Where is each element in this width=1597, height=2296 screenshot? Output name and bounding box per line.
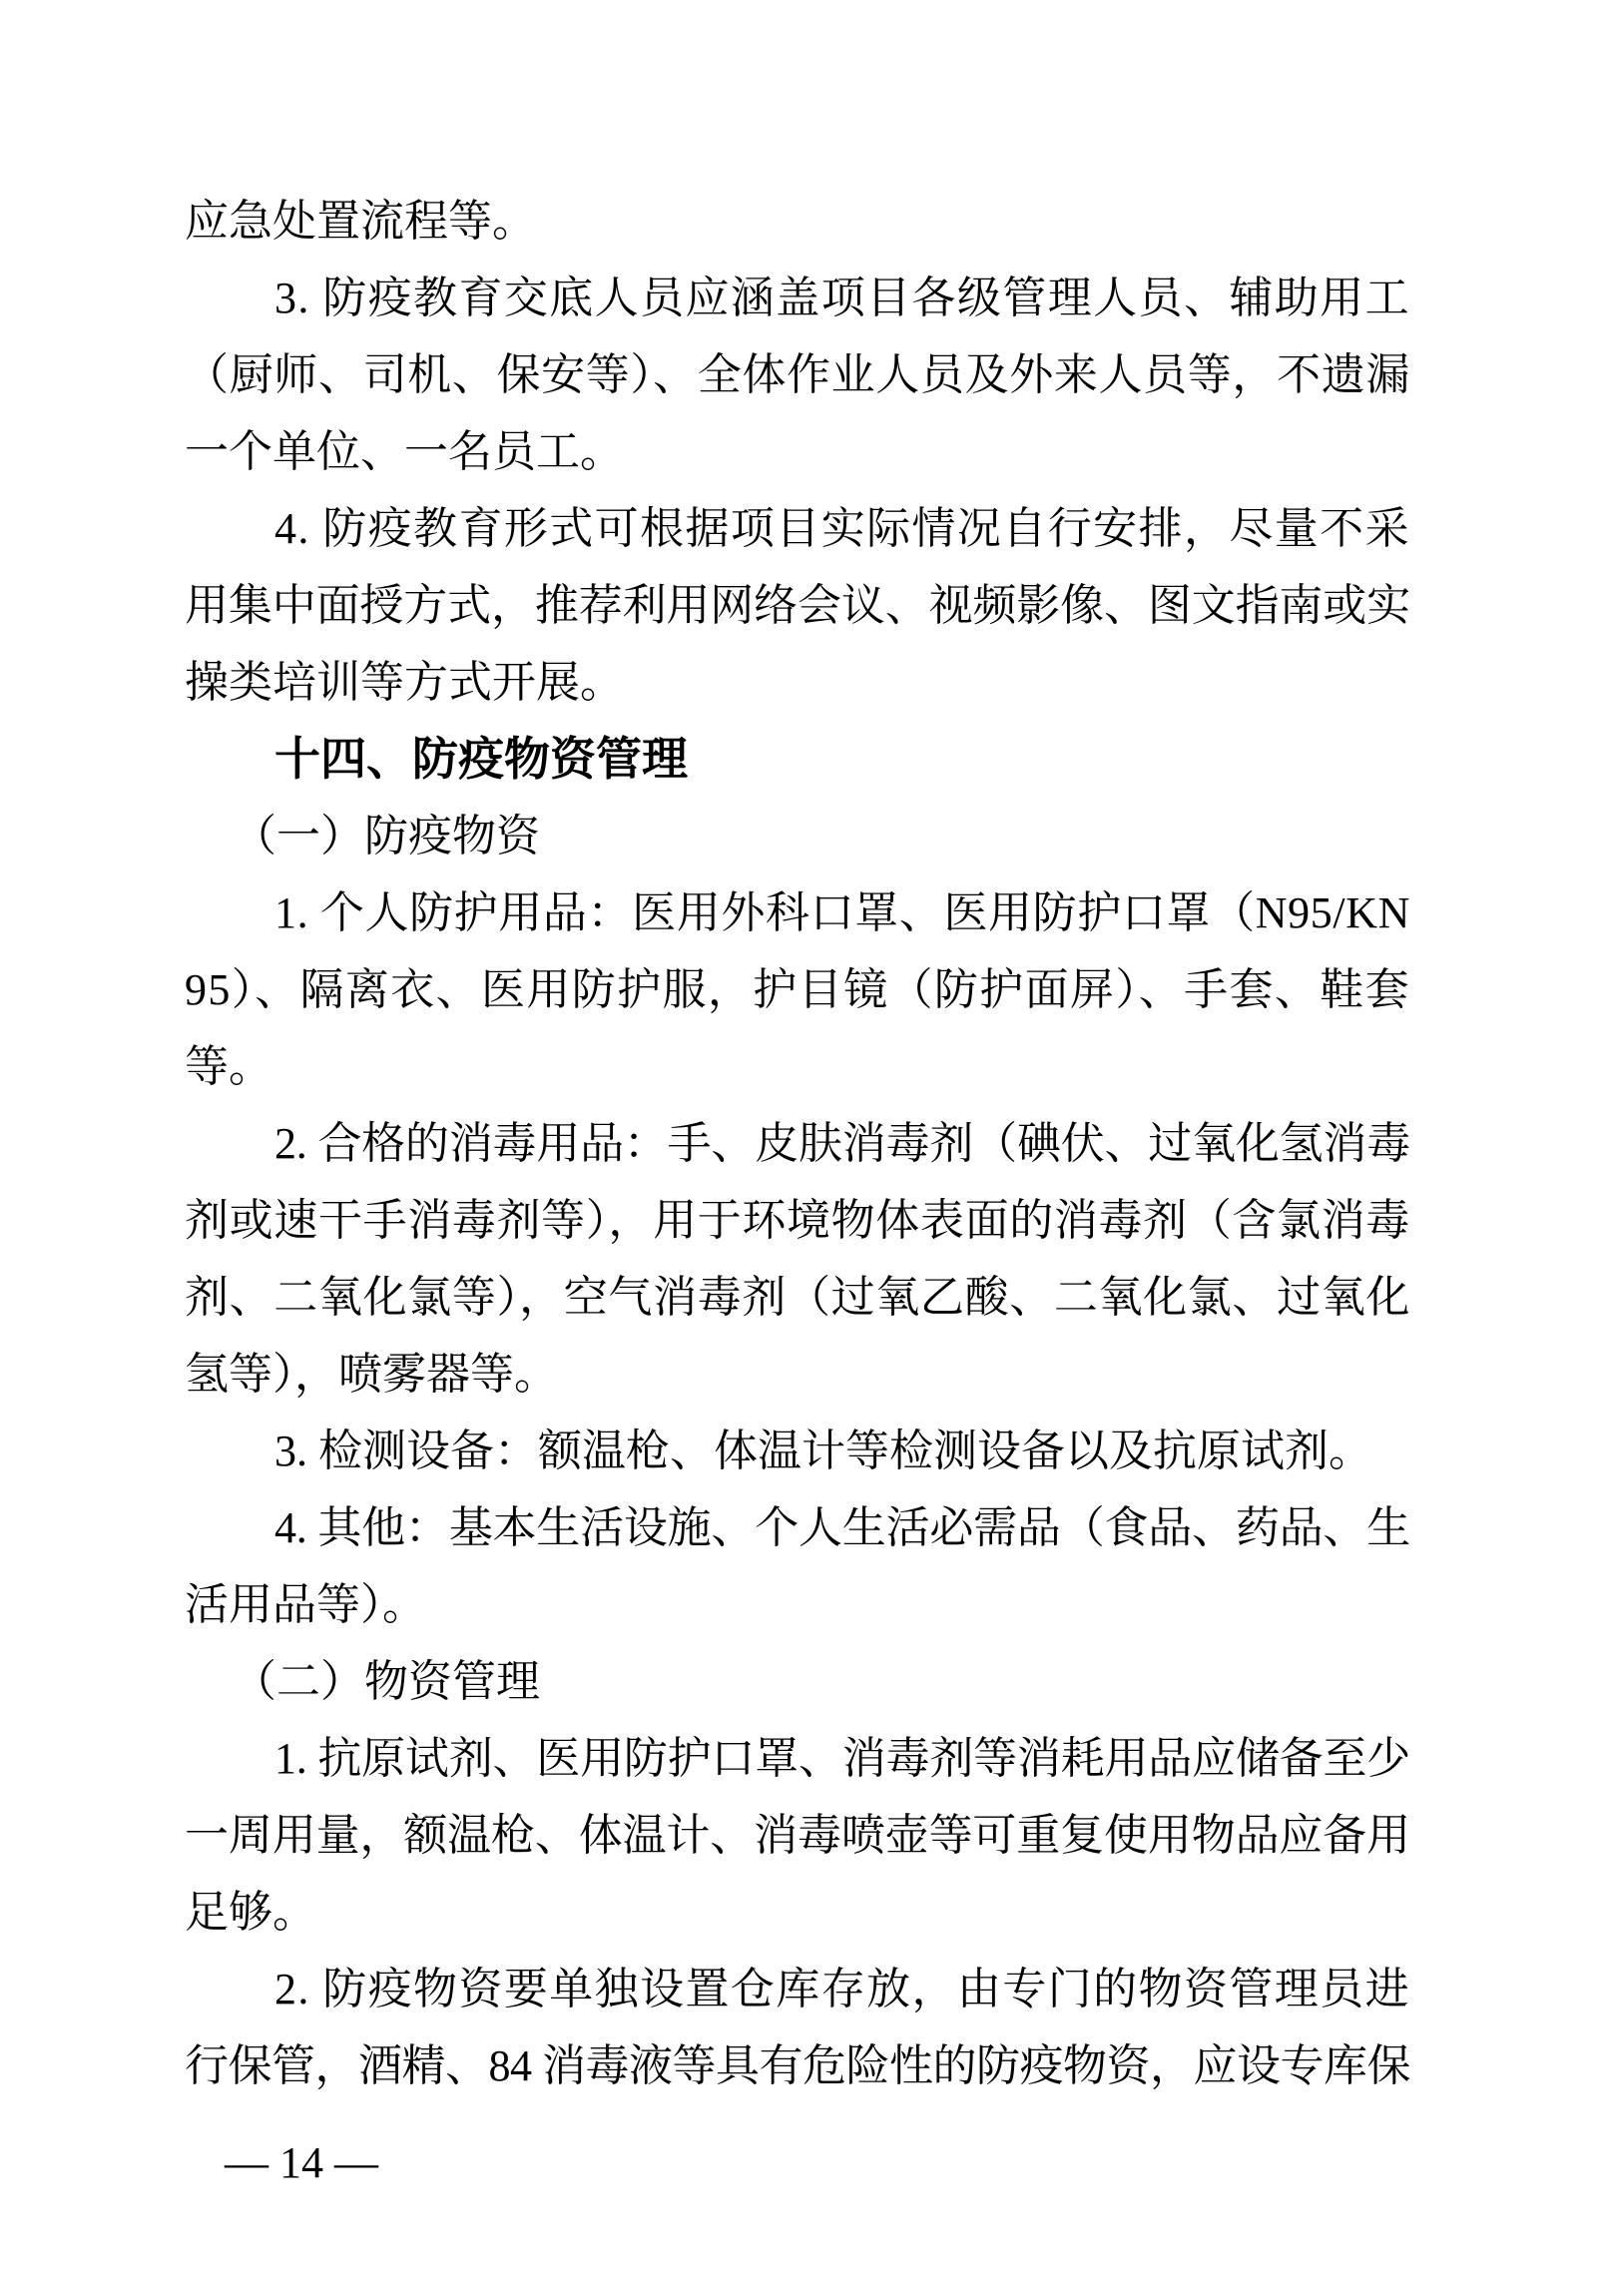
- text-run: 氢等），喷雾器等。: [185, 1350, 558, 1399]
- text-run: 操类培训等方式开展。: [185, 658, 624, 707]
- text-line: [185, 260, 1410, 336]
- text-run: 4. 防疫教育形式可根据项目实际情况自行安排，尽量不采: [274, 504, 1410, 553]
- text-line: [185, 1566, 1410, 1643]
- text-run: 十四、防疫物资管理: [274, 733, 688, 785]
- text-run: 1. 抗原试剂、医用防护口罩、消毒剂等消耗用品应储备至少: [274, 1734, 1410, 1783]
- text-run: 1. 个人防护用品：医用外科口罩、医用防护口罩（N95/KN: [274, 888, 1410, 937]
- text-run: 4. 其他：基本生活设施、个人生活必需品（食品、药品、生: [274, 1503, 1410, 1552]
- text-line: [185, 1489, 1410, 1566]
- text-line: [185, 1874, 1410, 1951]
- text-run: 行保管，酒精、84 消毒液等具有危险性的防疫物资，应设专库保: [185, 2041, 1410, 2090]
- text-run: 一个单位、一名员工。: [185, 427, 624, 476]
- section-heading: [185, 721, 1410, 798]
- text-line: [185, 1259, 1410, 1336]
- text-run: 2. 合格的消毒用品：手、皮肤消毒剂（碘伏、过氧化氢消毒: [274, 1119, 1410, 1168]
- text-run: 3. 检测设备：额温枪、体温计等检测设备以及抗原试剂。: [274, 1427, 1372, 1475]
- text-run: 一周用量，额温枪、体温计、消毒喷壶等可重复使用物品应备用: [185, 1811, 1410, 1860]
- text-run: 活用品等）。: [185, 1580, 426, 1629]
- text-line: [185, 1720, 1410, 1797]
- text-run: 应急处置流程等。: [185, 197, 536, 246]
- text-run: （厨师、司机、保安等）、全体作业人员及外来人员等，不遗漏: [185, 350, 1410, 399]
- text-run: 用集中面授方式，推荐利用网络会议、视频影像、图文指南或实: [185, 581, 1410, 630]
- sub-heading: [185, 1643, 1410, 1720]
- text-line: [185, 183, 1410, 260]
- text-line: [185, 490, 1410, 567]
- document-content: [185, 183, 1410, 2104]
- page-footer: [225, 2138, 378, 2188]
- text-line: [185, 1797, 1410, 1874]
- text-run: 等。: [185, 1042, 272, 1091]
- text-line: [185, 874, 1410, 951]
- text-line: [185, 1336, 1410, 1413]
- text-line: [185, 336, 1410, 413]
- text-line: [185, 1951, 1410, 2027]
- text-run: 剂、二氧化氯等），空气消毒剂（过氧乙酸、二氧化氯、过氧化: [185, 1273, 1410, 1322]
- text-run: 剂或速干手消毒剂等），用于环境物体表面的消毒剂（含氯消毒: [185, 1196, 1410, 1245]
- text-line: [185, 413, 1410, 490]
- text-run: 95）、隔离衣、医用防护服，护目镜（防护面屏）、手套、鞋套: [185, 965, 1410, 1014]
- page-number: — 14 —: [225, 2138, 378, 2187]
- text-line: [185, 1028, 1410, 1105]
- text-run: 3. 防疫教育交底人员应涵盖项目各级管理人员、辅助用工: [274, 274, 1410, 322]
- text-line: [185, 951, 1410, 1028]
- text-run: 2. 防疫物资要单独设置仓库存放，由专门的物资管理员进: [274, 1965, 1410, 2013]
- text-line: [185, 1105, 1410, 1182]
- sub-heading: [185, 798, 1410, 874]
- text-run: 足够。: [185, 1888, 316, 1937]
- text-run: （二）物资管理: [233, 1657, 540, 1706]
- text-run: （一）防疫物资: [233, 812, 540, 861]
- text-line: [185, 1182, 1410, 1259]
- text-line: [185, 567, 1410, 644]
- text-line: [185, 644, 1410, 721]
- text-line: [185, 2027, 1410, 2104]
- text-line: [185, 1413, 1410, 1489]
